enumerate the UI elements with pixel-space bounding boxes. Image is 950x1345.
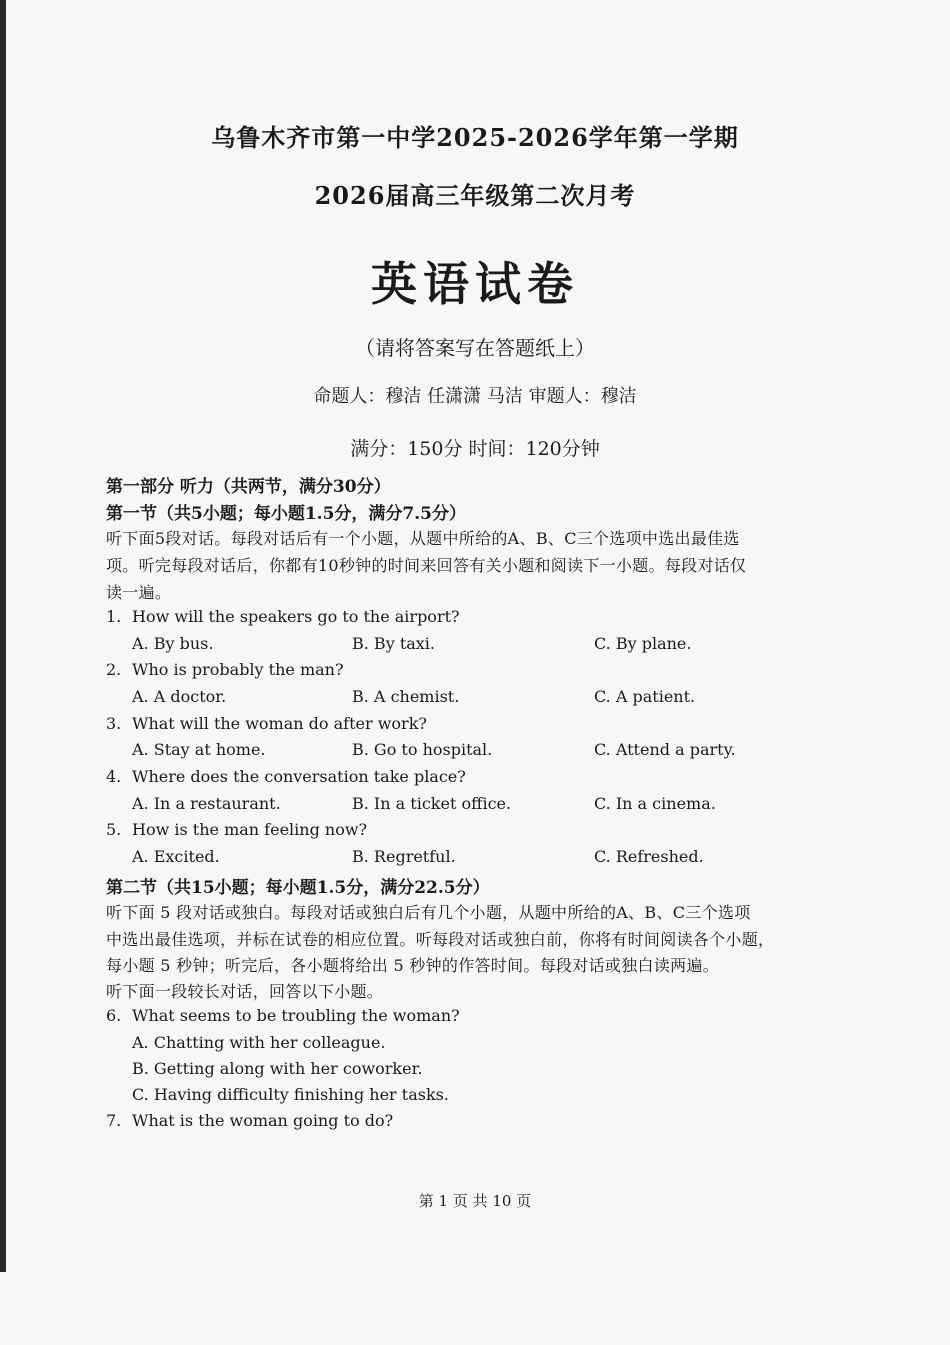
question-4-option-a: A. In a restaurant. [132,794,281,813]
question-6-text: What seems to be troubling the woman? [132,1006,460,1025]
question-4-option-b: B. In a ticket office. [352,794,512,813]
question-6-option-a: A. Chatting with her colleague. [132,1033,386,1052]
question-4-option-c: C. In a cinema. [594,794,716,813]
section2-title: 第二节（共15小题；每小题1.5分，满分22.5分） [106,878,490,898]
question-3-option-a: A. Stay at home. [132,740,266,759]
section2-instruction-4: 听下面一段较长对话，回答以下小题。 [106,982,384,1001]
question-5-number: 5. [106,820,122,839]
section2-instruction-2: 中选出最佳选项，并标在试卷的相应位置。听每段对话或独白前，你将有时间阅读各个小题， [106,930,775,949]
grade-title: 2026届高三年级第二次月考 [314,181,636,210]
section1-instruction-3: 读一遍。 [106,583,172,602]
page-number: 第 1 页 共 10 页 [418,1192,532,1210]
question-3-text: What will the woman do after work? [132,714,427,733]
section2-instruction-1: 听下面 5 段对话或独白。每段对话或独白后有几个小题，从题中所给的A、B、C三个选项 [106,903,751,922]
section1-instruction-2: 项。听完每段对话后，你都有10秒钟的时间来回答有关小题和阅读下一小题。每段对话仅 [106,556,747,575]
question-5-option-b: B. Regretful. [352,847,456,866]
section2-instruction-3: 每小题 5 秒钟；听完后，各小题将给出 5 秒钟的作答时间。每段对话或独白读两遍。 [106,956,720,975]
question-1-option-b: B. By taxi. [352,634,436,653]
question-5-option-c: C. Refreshed. [594,847,704,866]
question-5-option-a: A. Excited. [132,847,220,866]
question-3-option-b: B. Go to hospital. [352,740,493,759]
question-4-number: 4. [106,767,122,786]
question-6-option-b: B. Getting along with her coworker. [132,1059,423,1078]
question-1-number: 1. [106,607,122,626]
question-7-text: What is the woman going to do? [132,1111,394,1130]
question-3-number: 3. [106,714,122,733]
question-6-number: 6. [106,1006,122,1025]
school-title: 乌鲁木齐市第一中学2025-2026学年第一学期 [211,123,739,152]
question-1-text: How will the speakers go to the airport? [132,607,460,626]
section1-instruction-1: 听下面5段对话。每段对话后有一个小题，从题中所给的A、B、C三个选项中选出最佳选 [106,529,740,548]
question-3-option-c: C. Attend a party. [594,740,736,759]
question-7-number: 7. [106,1111,122,1130]
question-6-option-c: C. Having difficulty finishing her tasks. [132,1085,449,1104]
question-2-option-c: C. A patient. [594,687,696,706]
question-2-text: Who is probably the man? [132,660,344,679]
score-time-line: 满分：150分 时间：120分钟 [350,438,600,460]
question-2-number: 2. [106,660,122,679]
question-2-option-a: A. A doctor. [132,687,227,706]
part1-title: 第一部分 听力（共两节，满分30分） [106,477,391,497]
section1-title: 第一节（共5小题；每小题1.5分，满分7.5分） [106,504,466,524]
subject-title: 英语试卷 [371,257,579,311]
question-4-text: Where does the conversation take place? [132,767,466,786]
question-2-option-b: B. A chemist. [352,687,460,706]
question-5-text: How is the man feeling now? [132,820,368,839]
question-1-option-c: C. By plane. [594,634,692,653]
answer-note: （请将答案写在答题纸上） [355,336,595,360]
question-1-option-a: A. By bus. [132,634,214,653]
authors-line: 命题人：穆洁 任潇潇 马洁 审题人：穆洁 [313,386,637,407]
